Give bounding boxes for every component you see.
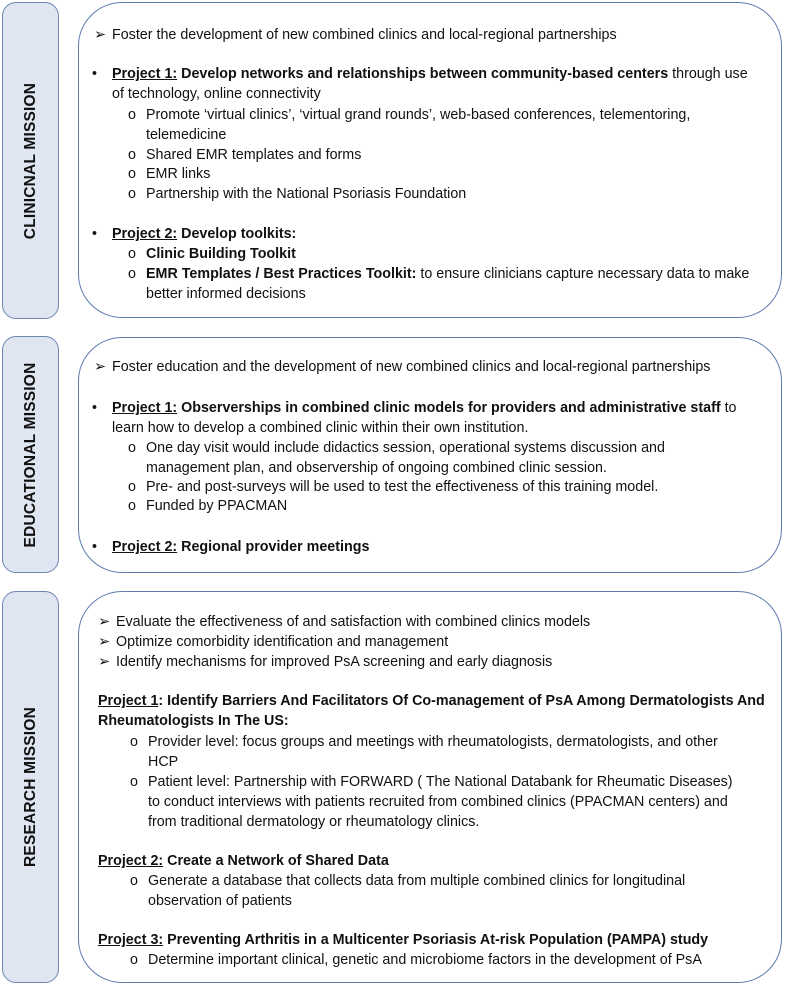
list-item: Generate a database that collects data from multiple combined clinics for longitudinal — [148, 873, 686, 889]
bullet-icon: • — [92, 400, 98, 416]
research-goal: Evaluate the effectiveness of and satisfaction with combined clinics models — [116, 614, 591, 630]
arrow-bullet-icon: ➢ — [94, 27, 106, 43]
bullet-icon: • — [92, 539, 98, 555]
educational-project1-title: Observerships in combined clinic models for providers and administrative staff — [177, 400, 721, 416]
educational-project1-text-cont: learn how to develop a combined clinic within their own institution. — [112, 420, 529, 436]
research-goal: Optimize comorbidity identification and management — [116, 634, 449, 650]
research-project1-heading — [98, 691, 765, 711]
clinical-goal: Foster the development of new combined clinics and local-regional partnerships — [112, 27, 617, 43]
educational-mission-tab — [2, 336, 59, 573]
circle-bullet-icon: o — [130, 774, 138, 790]
educational-goal: Foster education and the development of new combined clinics and local-regional partnerships — [112, 359, 711, 375]
list-item: Patient level: Partnership with FORWARD ( The National Databank for Rheumatic Diseases) — [148, 774, 733, 790]
educational-project2-heading — [112, 537, 369, 557]
emr-toolkit-text: to ensure clinicians capture necessary data to make — [416, 266, 750, 282]
clinical-project2-heading — [112, 224, 296, 244]
clinical-project1-heading — [112, 64, 748, 84]
circle-bullet-icon: o — [128, 479, 136, 495]
educational-project1-label: Project 1: — [112, 400, 178, 416]
circle-bullet-icon: o — [130, 952, 138, 968]
arrow-bullet-icon: ➢ — [98, 614, 110, 630]
circle-bullet-icon: o — [128, 246, 136, 262]
arrow-bullet-icon: ➢ — [98, 654, 110, 670]
research-mission-tab — [2, 591, 59, 983]
clinical-project1-text: through use — [668, 66, 748, 82]
bullet-icon: • — [92, 226, 98, 242]
list-item — [146, 264, 749, 284]
educational-project2-title: Regional provider meetings — [177, 539, 370, 555]
research-project1-title: : Identify Barriers And Facilitators Of Co-management of PsA Among Dermatologists And — [158, 693, 765, 709]
educational-project2-label: Project 2: — [112, 539, 178, 555]
circle-bullet-icon: o — [128, 498, 136, 514]
list-item: to conduct interviews with patients recruited from combined clinics (PPACMAN centers) and — [148, 794, 728, 810]
educational-project1-text: to — [720, 400, 737, 416]
bullet-icon: • — [92, 66, 98, 82]
list-item: One day visit would include didactics session, operational systems discussion and — [146, 440, 665, 456]
circle-bullet-icon: o — [130, 873, 138, 889]
arrow-bullet-icon: ➢ — [94, 359, 106, 375]
circle-bullet-icon: o — [128, 107, 136, 123]
list-item: better informed decisions — [146, 286, 306, 302]
research-project2-title: Create a Network of Shared Data — [163, 853, 389, 869]
emr-toolkit-title: EMR Templates / Best Practices Toolkit: — [146, 266, 417, 282]
circle-bullet-icon: o — [128, 266, 136, 282]
list-item: management plan, and observership of ongoing combined clinic session. — [146, 460, 607, 476]
list-item: Provider level: focus groups and meetings with rheumatologists, dermatologists, and other — [148, 734, 718, 750]
list-item: Funded by PPACMAN — [146, 498, 288, 514]
research-project1-title-cont: Rheumatologists In The US: — [98, 713, 289, 729]
clinical-project1-text-cont: of technology, online connectivity — [112, 86, 321, 102]
list-item: Clinic Building Toolkit — [146, 246, 296, 262]
circle-bullet-icon: o — [128, 440, 136, 456]
clinical-project1-label: Project 1: — [112, 66, 178, 82]
list-item: Partnership with the National Psoriasis Foundation — [146, 186, 467, 202]
list-item: observation of patients — [148, 893, 292, 909]
clinical-mission-tab — [2, 2, 59, 319]
circle-bullet-icon: o — [130, 734, 138, 750]
research-project3-heading — [98, 930, 708, 950]
list-item: HCP — [148, 754, 179, 770]
clinical-mission-label: CLINICNAL MISSION — [21, 82, 39, 239]
clinical-project2-label: Project 2: — [112, 226, 178, 242]
research-project3-title: Preventing Arthritis in a Multicenter Psoriasis At-risk Population (PAMPA) study — [163, 932, 709, 948]
list-item: Pre- and post-surveys will be used to test the effectiveness of this training model. — [146, 479, 659, 495]
list-item: telemedicine — [146, 127, 227, 143]
research-project1-label: Project 1 — [98, 693, 159, 709]
clinical-project2-title: Develop toolkits: — [177, 226, 297, 242]
circle-bullet-icon: o — [128, 186, 136, 202]
list-item: Promote ‘virtual clinics’, ‘virtual grand rounds’, web-based conferences, telementoring, — [146, 107, 691, 123]
research-project2-heading — [98, 851, 389, 871]
arrow-bullet-icon: ➢ — [98, 634, 110, 650]
circle-bullet-icon: o — [128, 147, 136, 163]
educational-project1-heading — [112, 398, 737, 418]
research-project3-label: Project 3: — [98, 932, 164, 948]
research-project2-label: Project 2: — [98, 853, 164, 869]
research-goal: Identify mechanisms for improved PsA screening and early diagnosis — [116, 654, 553, 670]
circle-bullet-icon: o — [128, 166, 136, 182]
research-mission-label: RESEARCH MISSION — [21, 707, 39, 867]
educational-mission-label: EDUCATIONAL MISSION — [21, 362, 39, 547]
list-item: from traditional dermatology or rheumatology clinics. — [148, 814, 480, 830]
list-item: Determine important clinical, genetic and microbiome factors in the development of PsA — [148, 952, 702, 968]
list-item: Shared EMR templates and forms — [146, 147, 362, 163]
list-item: EMR links — [146, 166, 211, 182]
clinical-project1-title: Develop networks and relationships between community-based centers — [181, 66, 669, 82]
